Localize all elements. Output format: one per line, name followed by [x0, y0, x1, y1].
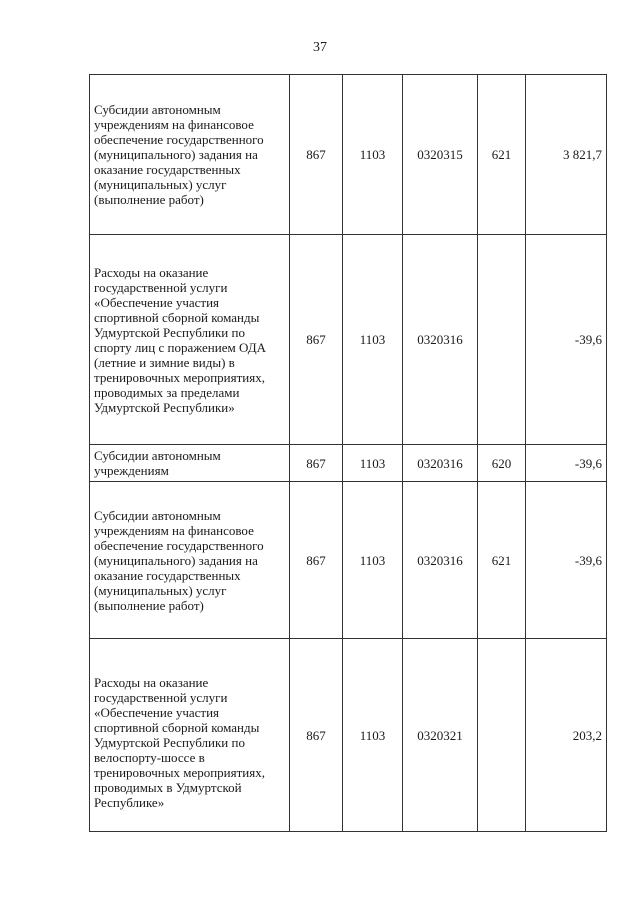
row-description: Расходы на оказание государственной услуги «Обеспечение участия спортивной сборной команды Удмуртской Республики по спорту лиц с поражением ОДА (летние и зимние виды) в тренировочных мероприятиях, проводимых за пределами Удмуртской Республики» [90, 235, 290, 445]
budget-table [89, 74, 607, 832]
target-article-code: 0320316 [403, 445, 478, 482]
table-row [90, 482, 607, 639]
expense-type-code [478, 235, 526, 445]
row-description: Расходы на оказание государственной услуги «Обеспечение участия спортивной сборной команды Удмуртской Республики по велоспорту-шоссе в тренировочных мероприятиях, проводимых в Удмуртской Республике» [90, 639, 290, 832]
expense-type-code: 621 [478, 75, 526, 235]
expense-type-code: 621 [478, 482, 526, 639]
page-number: 37 [313, 40, 327, 55]
section-code: 1103 [343, 639, 403, 832]
row-description: Субсидии автономным учреждениям [90, 445, 290, 482]
amount: -39,6 [526, 482, 607, 639]
target-article-code: 0320315 [403, 75, 478, 235]
row-description: Субсидии автономным учреждениям на финансовое обеспечение государственного (муниципального) задания на оказание государственных (муниципальных) услуг (выполнение работ) [90, 75, 290, 235]
target-article-code: 0320316 [403, 235, 478, 445]
table-row [90, 235, 607, 445]
amount: -39,6 [526, 235, 607, 445]
ministry-code: 867 [290, 639, 343, 832]
amount: 3 821,7 [526, 75, 607, 235]
ministry-code: 867 [290, 235, 343, 445]
target-article-code: 0320316 [403, 482, 478, 639]
table-row [90, 445, 607, 482]
section-code: 1103 [343, 482, 403, 639]
table-row [90, 639, 607, 832]
ministry-code: 867 [290, 75, 343, 235]
amount: 203,2 [526, 639, 607, 832]
amount: -39,6 [526, 445, 607, 482]
target-article-code: 0320321 [403, 639, 478, 832]
expense-type-code [478, 639, 526, 832]
ministry-code: 867 [290, 482, 343, 639]
expense-type-code: 620 [478, 445, 526, 482]
section-code: 1103 [343, 235, 403, 445]
section-code: 1103 [343, 445, 403, 482]
table-row [90, 75, 607, 235]
ministry-code: 867 [290, 445, 343, 482]
section-code: 1103 [343, 75, 403, 235]
row-description: Субсидии автономным учреждениям на финансовое обеспечение государственного (муниципального) задания на оказание государственных (муниципальных) услуг (выполнение работ) [90, 482, 290, 639]
